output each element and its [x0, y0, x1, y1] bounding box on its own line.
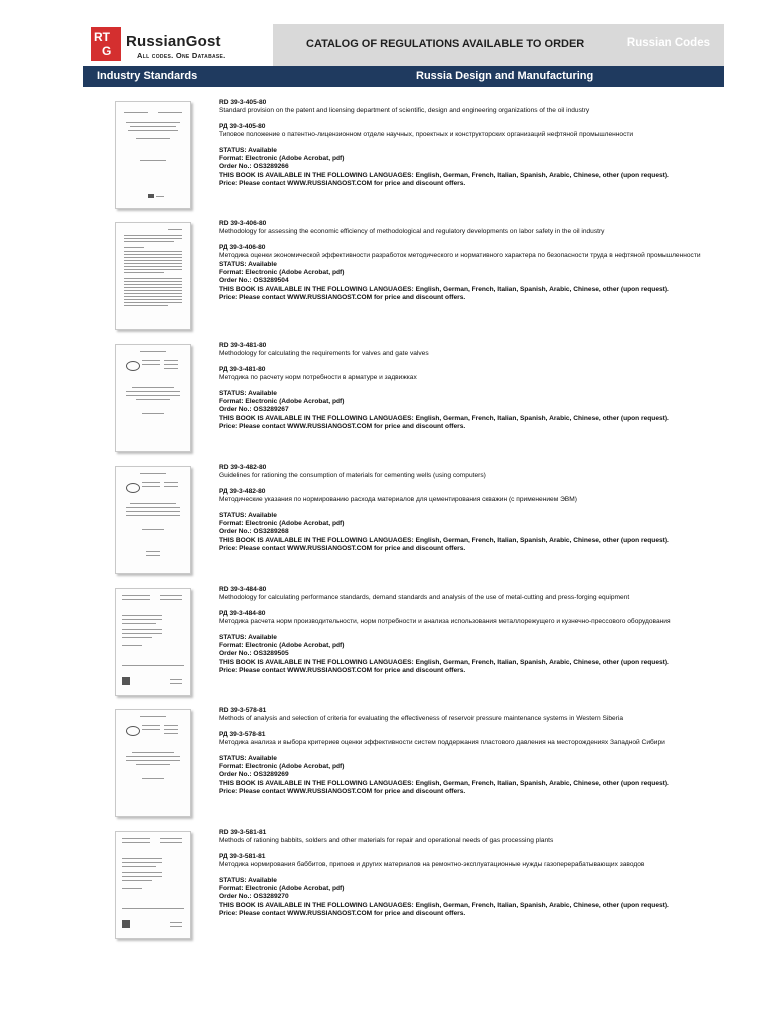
entry-order-no: Order No.: OS3289504: [219, 277, 289, 285]
document-thumbnail: [115, 222, 191, 330]
document-thumbnail: [115, 588, 191, 696]
entry-title-ru: Методика нормирования баббитов, припоев и других материалов на ремонтно-эксплуатационные нужды газоперерабатывающих заводов: [219, 861, 645, 869]
document-thumbnail: [115, 101, 191, 209]
entry-languages: THIS BOOK IS AVAILABLE IN THE FOLLOWING LANGUAGES: English, German, French, Italian, Spanish, Arabic, Chinese, other (upon request).: [219, 658, 669, 666]
document-thumbnail: [115, 466, 191, 574]
catalog-entry: [0, 464, 768, 582]
entry-title-en: Standard provision on the patent and licensing department of scientific, design and engineering organizations of the oil industry: [219, 107, 590, 115]
entry-title-ru: Методика расчета норм производительности, норм потребности и анализа использования металлорежущего и кузнечно-прессового оборудования: [219, 618, 671, 626]
catalog-entry: [0, 99, 768, 217]
entry-code-ru: РД 39-3-581-81: [219, 852, 266, 860]
entry-price: Price: Please contact WWW.RUSSIANGOST.COM for price and discount offers.: [219, 180, 466, 188]
entry-status: STATUS: Available: [219, 511, 277, 519]
document-thumbnail: [115, 831, 191, 939]
section-bar: [83, 66, 724, 87]
document-thumbnail: [115, 344, 191, 452]
entry-format: Format: Electronic (Adobe Acrobat, pdf): [219, 155, 345, 163]
entry-title-ru: Методика оценки экономической эффективности разработок методического и нормативного характера по безопасности труда в нефтяной промышленности: [219, 252, 701, 260]
entry-title-en: Methods of rationing babbits, solders and other materials for repair and operational needs of gas processing plants: [219, 837, 554, 845]
entry-title-ru: Методика анализа и выбора критериев оценки эффективности систем поддержания пластового давления на месторождениях Западной Сибири: [219, 739, 665, 747]
entry-code-ru: РД 39-3-481-80: [219, 365, 266, 373]
entry-format: Format: Electronic (Adobe Acrobat, pdf): [219, 398, 345, 406]
codes-label: Russian Codes: [626, 37, 710, 49]
entry-code-en: RD 39-3-482-80: [219, 464, 267, 471]
entry-title-en: Methodology for calculating performance standards, demand standards and analysis of the use of metal-cutting and press-forging equipment: [219, 594, 630, 602]
logo-mark-line2: G: [102, 44, 112, 58]
entry-status: STATUS: Available: [219, 260, 277, 268]
rtg-logo-mark: [91, 27, 121, 61]
entry-code-en: RD 39-3-484-80: [219, 586, 267, 593]
entry-price: Price: Please contact WWW.RUSSIANGOST.COM for price and discount offers.: [219, 294, 466, 302]
entry-languages: THIS BOOK IS AVAILABLE IN THE FOLLOWING LANGUAGES: English, German, French, Italian, Spanish, Arabic, Chinese, other (upon request).: [219, 171, 669, 179]
entry-languages: THIS BOOK IS AVAILABLE IN THE FOLLOWING LANGUAGES: English, German, French, Italian, Spanish, Arabic, Chinese, other (upon request).: [219, 901, 669, 909]
entry-title-ru: Методика по расчету норм потребности в арматуре и задвижках: [219, 374, 417, 382]
entry-code-en: RD 39-3-481-80: [219, 342, 267, 349]
entry-languages: THIS BOOK IS AVAILABLE IN THE FOLLOWING LANGUAGES: English, German, French, Italian, Spanish, Arabic, Chinese, other (upon request).: [219, 414, 669, 422]
entry-title-ru: Типовое положение о патентно-лицензионном отделе научных, проектных и конструкторских организаций нефтяной промышленности: [219, 131, 634, 139]
catalog-entry: [0, 342, 768, 460]
entry-order-no: Order No.: OS3289267: [219, 406, 289, 414]
entry-code-ru: РД 39-3-405-80: [219, 122, 266, 130]
entry-status: STATUS: Available: [219, 876, 277, 884]
entry-title-en: Methodology for assessing the economic efficiency of methodological and regulatory developments on labor safety in the oil industry: [219, 228, 605, 236]
entry-format: Format: Electronic (Adobe Acrobat, pdf): [219, 885, 345, 893]
entry-code-ru: РД 39-3-484-80: [219, 609, 266, 617]
entry-code-ru: РД 39-3-578-81: [219, 730, 266, 738]
catalog-entry: [0, 707, 768, 825]
entry-price: Price: Please contact WWW.RUSSIANGOST.COM for price and discount offers.: [219, 423, 466, 431]
entry-code-en: RD 39-3-581-81: [219, 829, 267, 836]
entry-code-en: RD 39-3-578-81: [219, 707, 267, 714]
entry-order-no: Order No.: OS3289266: [219, 163, 289, 171]
logo-tagline: All codes. One Database.: [137, 51, 226, 60]
entry-price: Price: Please contact WWW.RUSSIANGOST.COM for price and discount offers.: [219, 667, 466, 675]
entry-price: Price: Please contact WWW.RUSSIANGOST.COM for price and discount offers.: [219, 545, 466, 553]
entry-status: STATUS: Available: [219, 754, 277, 762]
entry-price: Price: Please contact WWW.RUSSIANGOST.COM for price and discount offers.: [219, 910, 466, 918]
catalog-header: [83, 24, 724, 66]
entry-code-ru: РД 39-3-406-80: [219, 243, 266, 251]
entry-code-ru: РД 39-3-482-80: [219, 487, 266, 495]
catalog-title: CATALOG OF REGULATIONS AVAILABLE TO ORDER: [306, 38, 585, 50]
document-thumbnail: [115, 709, 191, 817]
section-label: Russia Design and Manufacturing: [416, 70, 594, 82]
entry-code-en: RD 39-3-405-80: [219, 99, 267, 106]
entry-title-en: Methods of analysis and selection of criteria for evaluating the effectiveness of reservoir pressure maintenance systems in Western Siberia: [219, 715, 624, 723]
entry-format: Format: Electronic (Adobe Acrobat, pdf): [219, 520, 345, 528]
entry-status: STATUS: Available: [219, 633, 277, 641]
entry-title-en: Guidelines for rationing the consumption of materials for cementing wells (using computers): [219, 472, 486, 480]
entry-order-no: Order No.: OS3289269: [219, 771, 289, 779]
entry-order-no: Order No.: OS3289268: [219, 528, 289, 536]
logo-name: RussianGost: [126, 33, 221, 50]
entry-format: Format: Electronic (Adobe Acrobat, pdf): [219, 763, 345, 771]
industry-label: Industry Standards: [97, 70, 198, 82]
logo: [83, 24, 273, 66]
entry-status: STATUS: Available: [219, 389, 277, 397]
entry-languages: THIS BOOK IS AVAILABLE IN THE FOLLOWING LANGUAGES: English, German, French, Italian, Spanish, Arabic, Chinese, other (upon request).: [219, 779, 669, 787]
entry-title-en: Methodology for calculating the requirements for valves and gate valves: [219, 350, 429, 358]
entry-status: STATUS: Available: [219, 146, 277, 154]
entry-format: Format: Electronic (Adobe Acrobat, pdf): [219, 642, 345, 650]
entry-languages: THIS BOOK IS AVAILABLE IN THE FOLLOWING LANGUAGES: English, German, French, Italian, Spanish, Arabic, Chinese, other (upon request).: [219, 536, 669, 544]
entry-order-no: Order No.: OS3289270: [219, 893, 289, 901]
catalog-entry: [0, 829, 768, 947]
logo-mark-line1: RT: [94, 30, 110, 44]
catalog-entry: [0, 220, 768, 338]
entry-code-en: RD 39-3-406-80: [219, 220, 267, 227]
entry-languages: THIS BOOK IS AVAILABLE IN THE FOLLOWING LANGUAGES: English, German, French, Italian, Spanish, Arabic, Chinese, other (upon request).: [219, 285, 669, 293]
entry-price: Price: Please contact WWW.RUSSIANGOST.COM for price and discount offers.: [219, 788, 466, 796]
catalog-entry: [0, 586, 768, 704]
entry-order-no: Order No.: OS3289505: [219, 650, 289, 658]
entry-title-ru: Методические указания по нормированию расхода материалов для цементирования скважин (с применением ЭВМ): [219, 496, 577, 504]
entry-format: Format: Electronic (Adobe Acrobat, pdf): [219, 269, 345, 277]
